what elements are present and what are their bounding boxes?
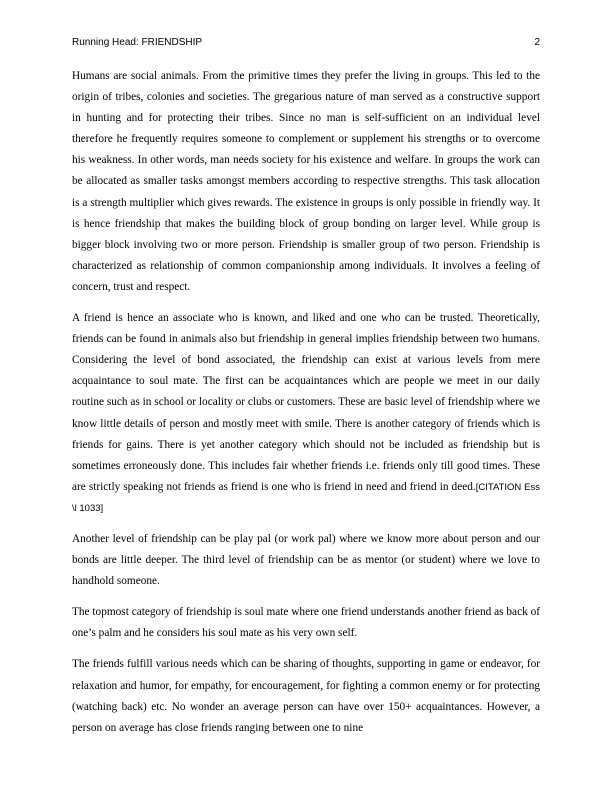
- paragraph-4: The topmost category of friendship is soul mate where one friend understands another friend as back of one’s palm and he considers his soul mate as his very own self.: [72, 606, 540, 640]
- paragraph-2: [72, 308, 540, 519]
- paragraph-5: The friends fulfill various needs which can be sharing of thoughts, supporting in game or endeavor, for relaxation and humor, for empathy, for encouragement, for fighting a common enemy or for protecting (watching back) etc. No wonder an average person can have over 150+ acquaintances. However, a person on average has close friends ranging between one to nine: [72, 658, 540, 734]
- running-head: Running Head: FRIENDSHIP: [72, 37, 203, 48]
- paragraph-1: Humans are social animals. From the primitive times they prefer the living in groups. This led to the origin of tribes, colonies and societies. The gregarious nature of man served as a constructive support in hunting and for protecting their tribes. Since no man is self-sufficient on an individual level therefore he frequently requires someone to complement or supplement his strengths or to overcome his weakness. In other words, man needs society for his existence and welfare. In groups the work can be allocated as smaller tasks amongst members according to respective strengths. This task allocation is a strength multiplier which gives rewards. The existence in groups is only possible in friendly way. It is hence friendship that makes the building block of group bonding on larger level. While group is bigger block involving two or more person. Friendship is smaller group of two person. Friendship is characterized as relationship of common companionship among individuals. It involves a feeling of concern, trust and respect.: [72, 70, 540, 293]
- citation-field: [CITATION Ess \l 1033]: [72, 481, 540, 514]
- page-header: [72, 37, 540, 51]
- paragraph-3: Another level of friendship can be play pal (or work pal) where we know more about person and our bonds are little deeper. The third level of friendship can be as mentor (or student) where we love to handhold someone.: [72, 532, 540, 588]
- page-number: 2: [534, 37, 540, 48]
- paragraph-2-text: A friend is hence an associate who is known, and liked and one who can be trusted. Theoretically, friends can be found in animals also but friendship in general implies friendship between two humans. Considering the level of bond associated, the friendship can exist at various levels from mere acquaintance to soul mate. The first can be acquaintances which are people we meet in our daily routine such as in school or locality or clubs or customers. These are basic level of friendship where we know little details of person and mostly meet with smile. There is another category of friends which is friends for gains. There is yet another category which should not be included as friendship but is sometimes erroneously done. This includes fair whether friends i.e. friends only till good times. These are strictly speaking not friends as friend is one who is friend in need and friend in deed.: [72, 312, 540, 493]
- document-body: [72, 66, 540, 739]
